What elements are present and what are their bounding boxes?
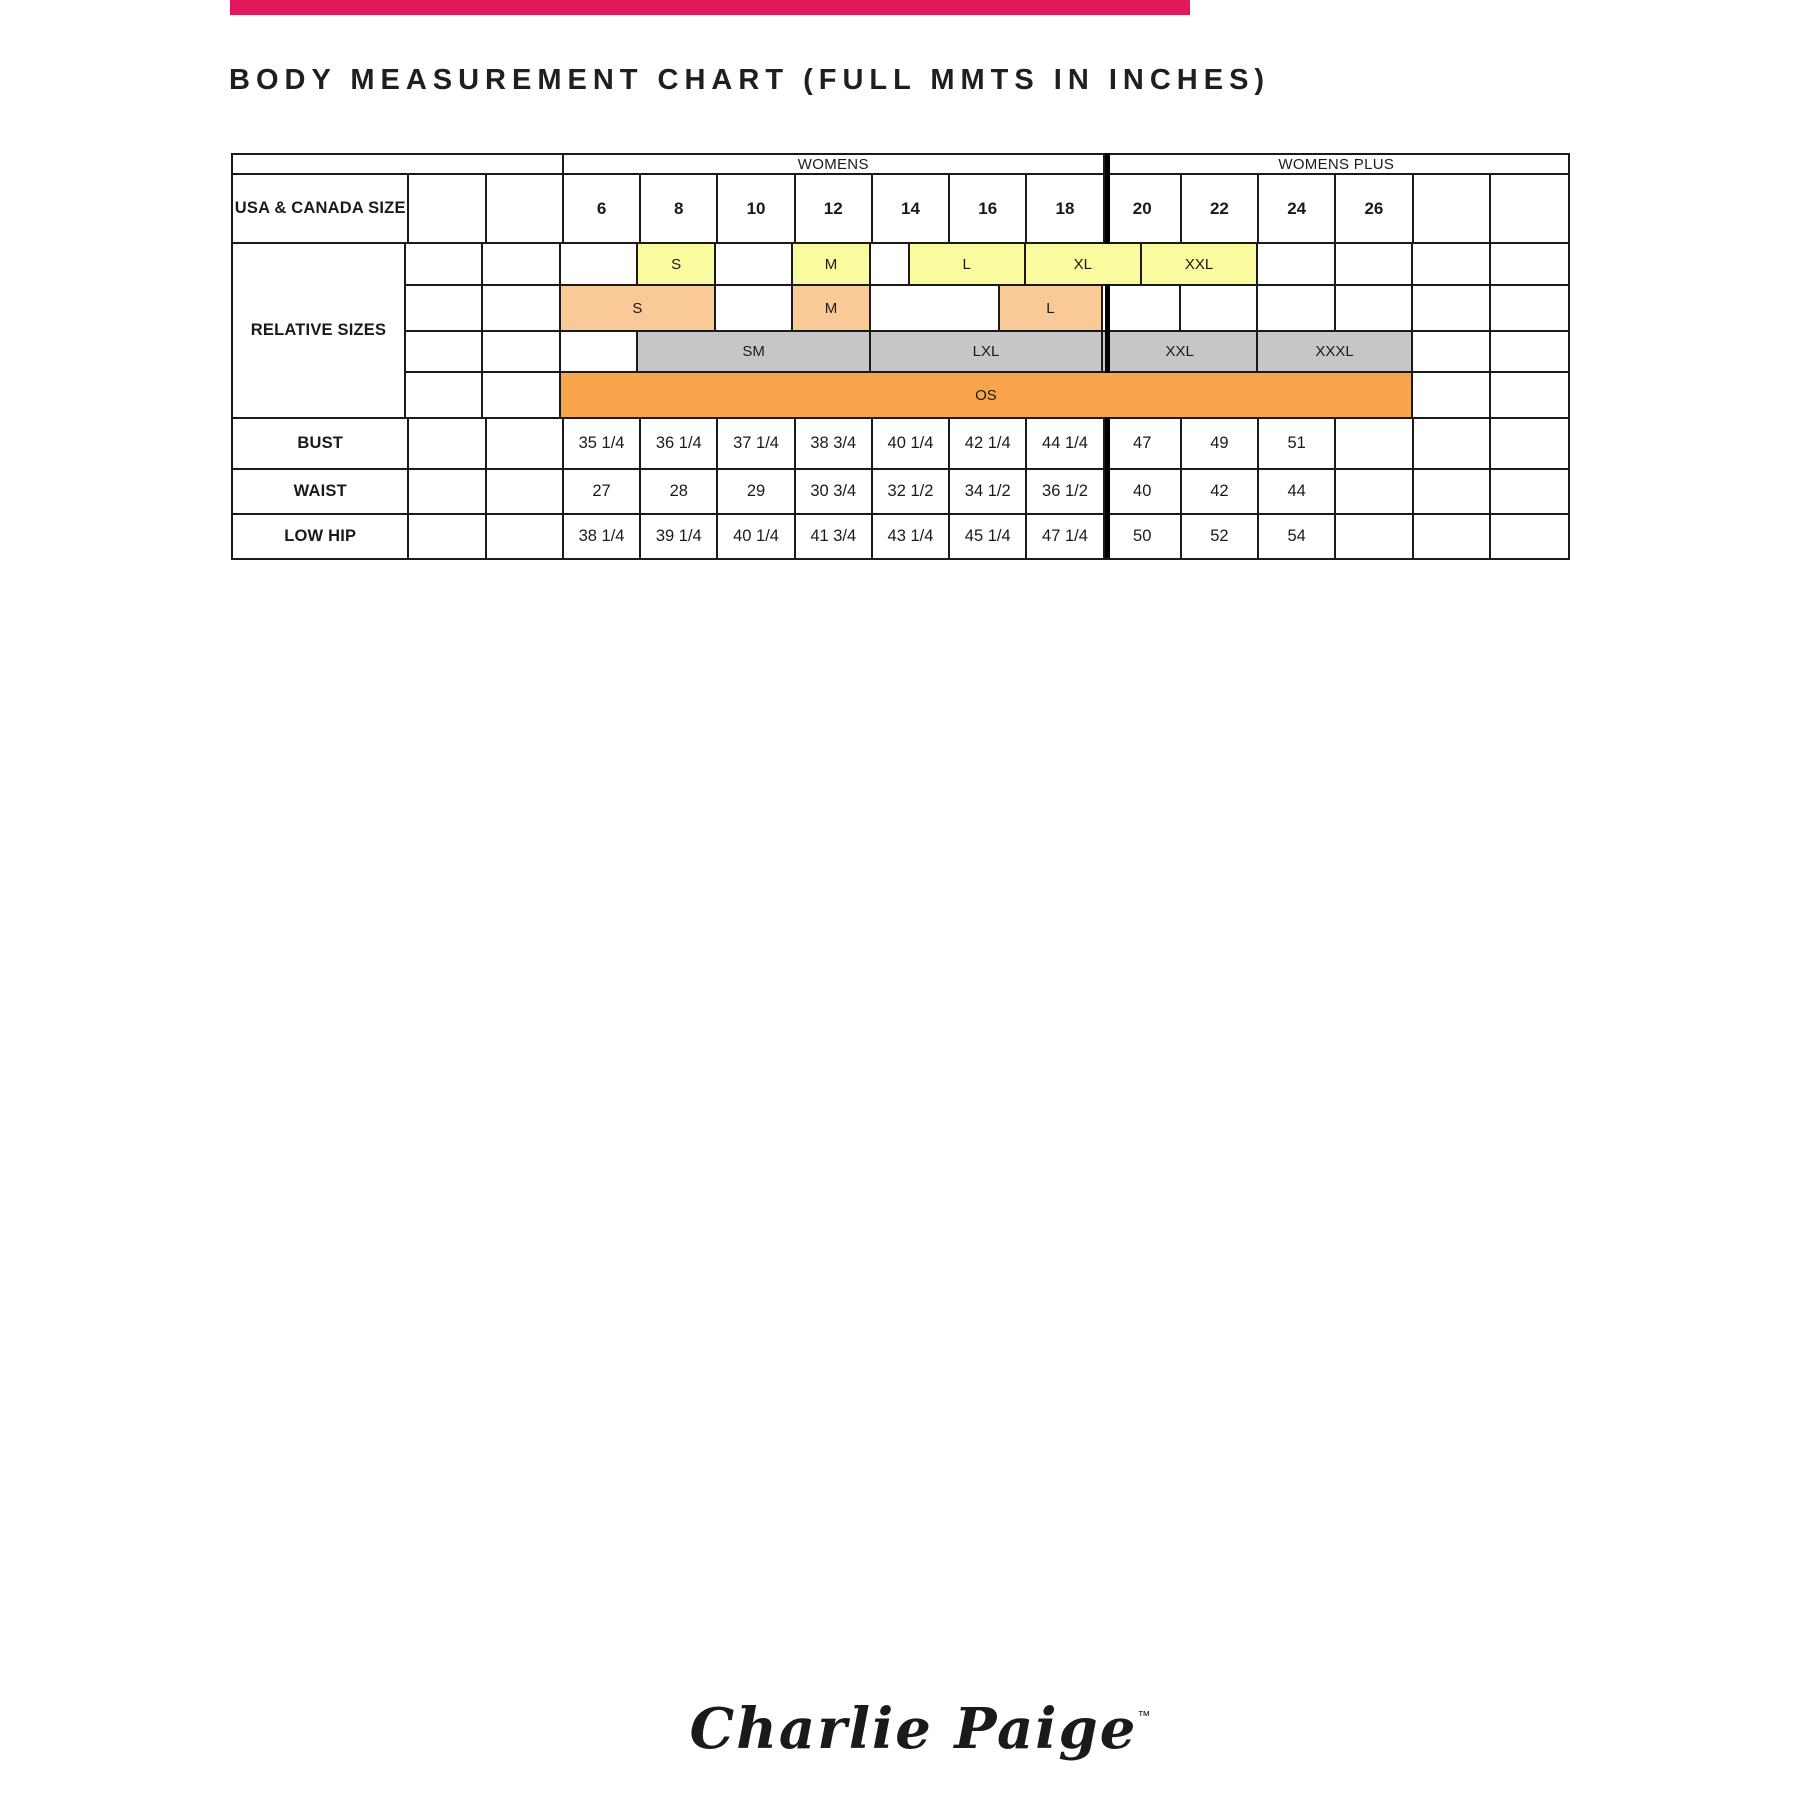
- measurement-cell: 40 1/4: [718, 515, 795, 558]
- measurement-cell: [487, 419, 564, 470]
- row-label-low-hip: LOW HIP: [233, 515, 409, 558]
- size-cell: 6: [564, 175, 641, 244]
- measurement-cell: [1336, 470, 1413, 515]
- size-cell: 22: [1182, 175, 1259, 244]
- relative-size-cell-blank: [561, 332, 638, 373]
- relative-size-cell-blank: [1491, 286, 1568, 332]
- row-label-usa-canada-size: USA & CANADA SIZE: [233, 175, 409, 244]
- size-cell: [409, 175, 486, 244]
- relative-size-cell-s: S: [638, 244, 715, 286]
- measurement-cell: 49: [1182, 419, 1259, 470]
- size-cell: [487, 175, 564, 244]
- relative-size-cell-sm: SM: [638, 332, 870, 373]
- relative-size-cell-blank: [1336, 286, 1413, 332]
- size-cell: 26: [1336, 175, 1413, 244]
- measurement-cell: 44 1/4: [1027, 419, 1104, 470]
- womens-plus-divider: [1105, 284, 1111, 373]
- relative-size-cell-xxl: XXL: [1103, 332, 1258, 373]
- womens-plus-divider: [1105, 417, 1111, 558]
- relative-size-cell-blank: [1491, 373, 1568, 419]
- accent-bar: [230, 0, 1190, 15]
- measurement-cell: 40: [1105, 470, 1182, 515]
- measurement-cell: 38 1/4: [564, 515, 641, 558]
- womens-plus-divider: [1105, 153, 1111, 244]
- relative-size-cell-blank: [1491, 332, 1568, 373]
- size-cell: 12: [796, 175, 873, 244]
- relative-size-cell-blank: [406, 286, 483, 332]
- relative-size-cell-xxxl: XXXL: [1258, 332, 1413, 373]
- size-cell: 24: [1259, 175, 1336, 244]
- measurement-cell: 32 1/2: [873, 470, 950, 515]
- relative-size-cell-xxl: XXL: [1142, 244, 1258, 286]
- relative-size-cell-blank: [871, 286, 1000, 332]
- relative-size-cell-blank: [1413, 373, 1490, 419]
- measurement-cell: 47: [1105, 419, 1182, 470]
- measurement-cell: 44: [1259, 470, 1336, 515]
- relative-size-cell-blank: [1181, 286, 1258, 332]
- relative-size-cell-blank: [561, 244, 638, 286]
- measurement-cell: 36 1/2: [1027, 470, 1104, 515]
- measurement-cell: 27: [564, 470, 641, 515]
- measurement-cell: [487, 515, 564, 558]
- measurement-cell: [409, 515, 486, 558]
- measurement-cell: [487, 470, 564, 515]
- relative-size-cell-blank: [1336, 244, 1413, 286]
- size-cell: [1491, 175, 1568, 244]
- measurement-cell: [1414, 470, 1491, 515]
- measurement-cell: 39 1/4: [641, 515, 718, 558]
- page-title: BODY MEASUREMENT CHART (FULL MMTS IN INCHES): [229, 64, 1271, 96]
- measurement-cell: 47 1/4: [1027, 515, 1104, 558]
- brand-logo-text: Charlie Paige: [689, 1696, 1138, 1762]
- measurement-cell: [1491, 419, 1568, 470]
- size-cell: [1414, 175, 1491, 244]
- measurement-cell: 34 1/2: [950, 470, 1027, 515]
- relative-size-cell-blank: [1413, 286, 1490, 332]
- measurement-cell: 42: [1182, 470, 1259, 515]
- size-cell: 20: [1105, 175, 1182, 244]
- row-label-relative-sizes: RELATIVE SIZES: [233, 244, 406, 419]
- relative-size-cell-blank: [406, 373, 483, 419]
- relative-size-cell-blank: [483, 286, 560, 332]
- size-cell: 16: [950, 175, 1027, 244]
- measurement-cell: 28: [641, 470, 718, 515]
- size-cell: 8: [641, 175, 718, 244]
- trademark-symbol: ™: [1137, 1708, 1151, 1723]
- row-label-waist: WAIST: [233, 470, 409, 515]
- relative-size-cell-blank: [1413, 332, 1490, 373]
- measurement-cell: 41 3/4: [796, 515, 873, 558]
- relative-size-cell-l: L: [1000, 286, 1103, 332]
- measurement-cell: [1336, 515, 1413, 558]
- relative-size-cell-blank: [1413, 244, 1490, 286]
- measurement-cell: 54: [1259, 515, 1336, 558]
- size-cell: 10: [718, 175, 795, 244]
- group-header-blank: [233, 155, 564, 175]
- measurement-cell: 35 1/4: [564, 419, 641, 470]
- measurement-cell: [1491, 515, 1568, 558]
- relative-size-cell-blank: [483, 244, 560, 286]
- measurement-cell: [409, 470, 486, 515]
- group-header-womens-plus: WOMENS PLUS: [1105, 155, 1568, 175]
- relative-size-cell-os: OS: [561, 373, 1413, 419]
- measurement-cell: 51: [1259, 419, 1336, 470]
- relative-size-cell-blank: [406, 244, 483, 286]
- measurement-cell: 43 1/4: [873, 515, 950, 558]
- group-header-womens: WOMENS: [564, 155, 1105, 175]
- measurement-cell: [1491, 470, 1568, 515]
- size-cell: 14: [873, 175, 950, 244]
- measurement-cell: 40 1/4: [873, 419, 950, 470]
- relative-size-cell-blank: [871, 244, 910, 286]
- size-cell: 18: [1027, 175, 1104, 244]
- relative-size-cell-blank: [1258, 286, 1335, 332]
- size-chart-table: [231, 153, 1570, 560]
- measurement-cell: [1414, 419, 1491, 470]
- measurement-cell: 45 1/4: [950, 515, 1027, 558]
- relative-size-cell-xl: XL: [1026, 244, 1142, 286]
- measurement-cell: 30 3/4: [796, 470, 873, 515]
- relative-size-cell-blank: [483, 332, 560, 373]
- measurement-cell: [1414, 515, 1491, 558]
- relative-size-cell-blank: [1103, 286, 1180, 332]
- measurement-cell: 50: [1105, 515, 1182, 558]
- relative-size-cell-s: S: [561, 286, 716, 332]
- relative-size-cell-blank: [716, 244, 793, 286]
- relative-size-cell-blank: [406, 332, 483, 373]
- measurement-cell: [409, 419, 486, 470]
- relative-size-cell-blank: [716, 286, 793, 332]
- relative-size-cell-blank: [483, 373, 560, 419]
- relative-size-cell-m: M: [793, 244, 870, 286]
- relative-size-cell-blank: [1258, 244, 1335, 286]
- relative-size-cell-l: L: [910, 244, 1026, 286]
- measurement-cell: 38 3/4: [796, 419, 873, 470]
- measurement-cell: 36 1/4: [641, 419, 718, 470]
- brand-logo: [660, 1696, 1180, 1762]
- measurement-cell: 29: [718, 470, 795, 515]
- relative-size-cell-lxl: LXL: [871, 332, 1103, 373]
- row-label-bust: BUST: [233, 419, 409, 470]
- measurement-cell: [1336, 419, 1413, 470]
- relative-size-cell-m: M: [793, 286, 870, 332]
- relative-size-cell-blank: [1491, 244, 1568, 286]
- measurement-cell: 37 1/4: [718, 419, 795, 470]
- measurement-cell: 52: [1182, 515, 1259, 558]
- measurement-cell: 42 1/4: [950, 419, 1027, 470]
